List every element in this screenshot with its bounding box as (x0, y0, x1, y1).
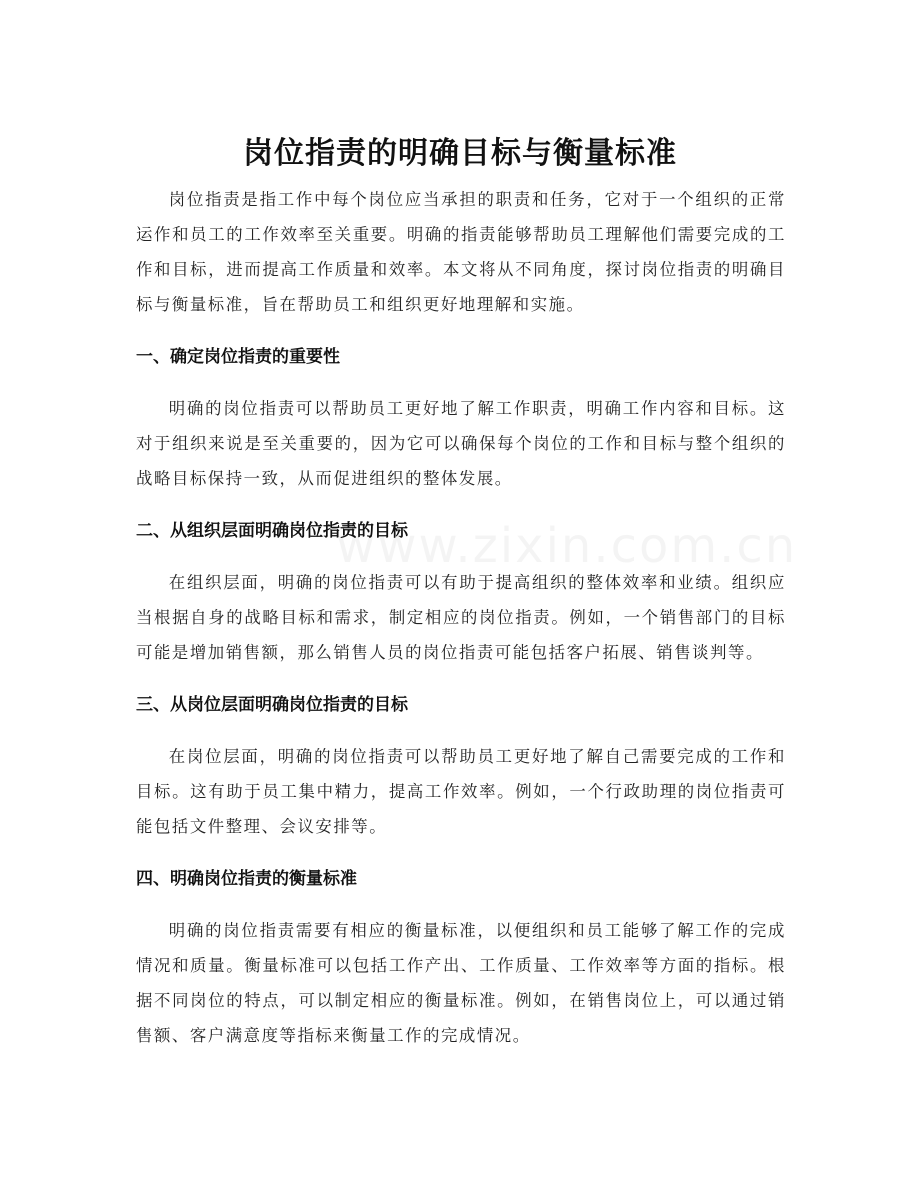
section-body-4: 明确的岗位指责需要有相应的衡量标准，以便组织和员工能够了解工作的完成情况和质量。衡量标准可以包括工作产出、工作质量、工作效率等方面的指标。根据不同岗位的特点，可以制定相应的衡量标准。例如，在销售岗位上，可以通过销售额、客户满意度等指标来衡量工作的完成情况。 (136, 921, 786, 1045)
section-body-3: 在岗位层面，明确的岗位指责可以帮助员工更好地了解自己需要完成的工作和目标。这有助于员工集中精力，提高工作效率。例如，一个行政助理的岗位指责可能包括文件整理、会议安排等。 (136, 747, 786, 836)
section-body-1: 明确的岗位指责可以帮助员工更好地了解工作职责，明确工作内容和目标。这对于组织来说是至关重要的，因为它可以确保每个岗位的工作和目标与整个组织的战略目标保持一致，从而促进组织的整体发展。 (136, 399, 786, 488)
section-heading-2: 二、从组织层面明确岗位指责的目标 (136, 521, 408, 541)
section-heading-3: 三、从岗位层面明确岗位指责的目标 (136, 695, 408, 715)
document-body (136, 182, 786, 1053)
document-title: 岗位指责的明确目标与衡量标准 (243, 136, 677, 172)
section-heading-1: 一、确定岗位指责的重要性 (136, 347, 340, 367)
intro-paragraph: 岗位指责是指工作中每个岗位应当承担的职责和任务，它对于一个组织的正常运作和员工的工作效率至关重要。明确的指责能够帮助员工理解他们需要完成的工作和目标，进而提高工作质量和效率。本文将从不同角度，探讨岗位指责的明确目标与衡量标准，旨在帮助员工和组织更好地理解和实施。 (136, 190, 786, 314)
section-body-2: 在组织层面，明确的岗位指责可以有助于提高组织的整体效率和业绩。组织应当根据自身的战略目标和需求，制定相应的岗位指责。例如，一个销售部门的目标可能是增加销售额，那么销售人员的岗位指责可能包括客户拓展、销售谈判等。 (136, 573, 786, 662)
section-heading-4: 四、明确岗位指责的衡量标准 (136, 869, 357, 889)
